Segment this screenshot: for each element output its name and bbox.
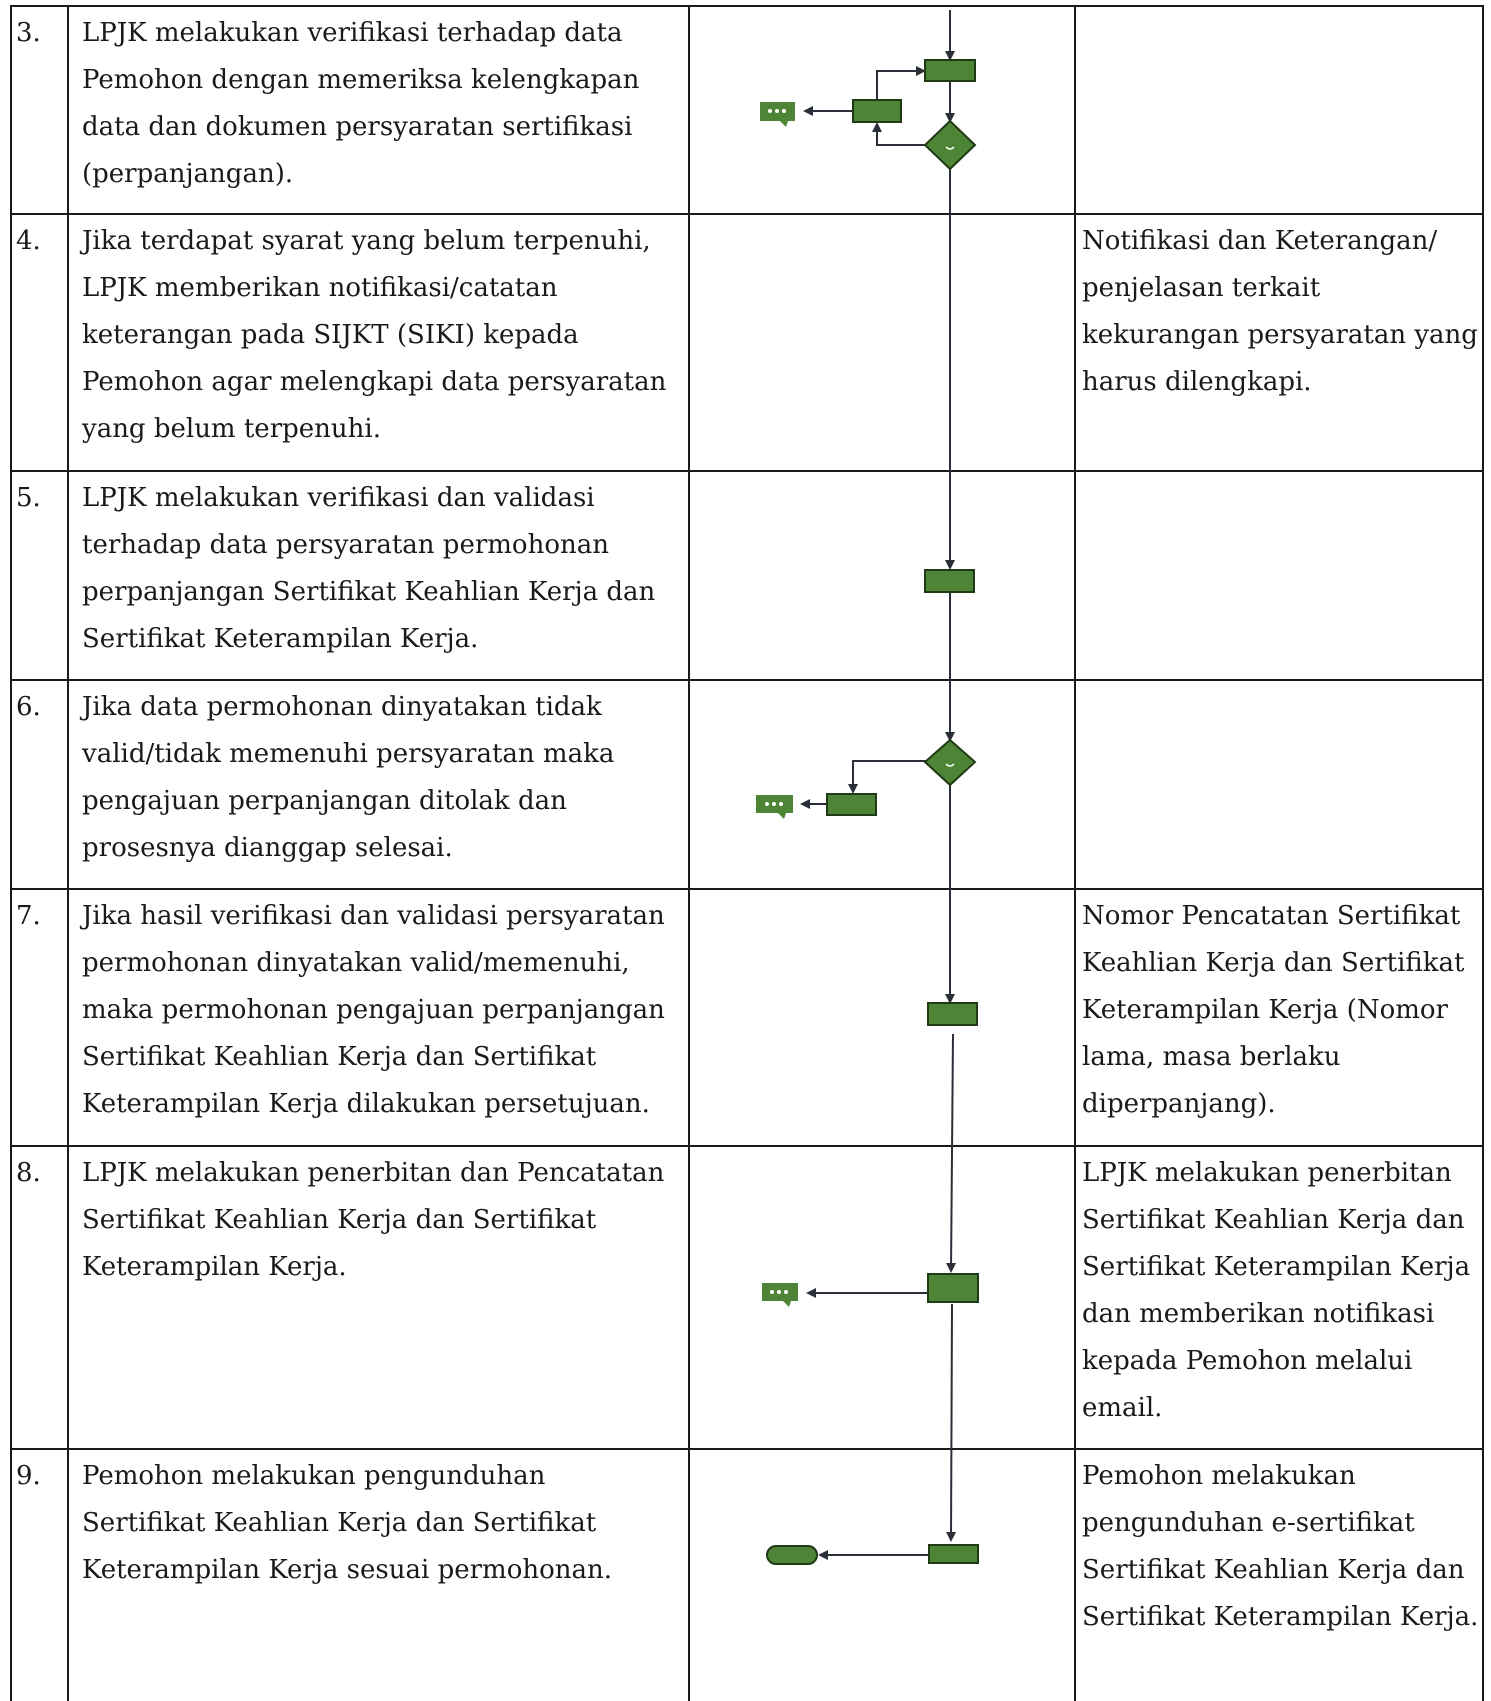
- terminator-end: [767, 1546, 817, 1564]
- chat-bubble-icon: [762, 1283, 798, 1307]
- activity-text: LPJK melakukan verifikasi terhadap data Pemohon dengan memeriksa kelengkapan data dan dokumen persyaratan sertifikasi (perpanjangan).: [82, 18, 640, 189]
- flow-arrow: [877, 71, 924, 100]
- row-number: 7.: [16, 901, 41, 931]
- process-box: [827, 794, 876, 815]
- row-number: 4.: [16, 226, 41, 256]
- output-text: Notifikasi dan Keterangan/ penjelasan terkait kekurangan persyaratan yang harus dilengkapi.: [1082, 226, 1478, 397]
- process-box: [929, 1545, 978, 1563]
- output-text: LPJK melakukan penerbitan Sertifikat Keahlian Kerja dan Sertifikat Keterampilan Kerja dan memberikan notifikasi kepada Pemohon melalui email.: [1082, 1158, 1471, 1423]
- connector-lines: [802, 10, 953, 1555]
- output-text: Nomor Pencatatan Sertifikat Keahlian Kerja dan Sertifikat Keterampilan Kerja (Nomor lama, masa berlaku diperpanjang).: [1082, 901, 1465, 1119]
- process-box: [925, 570, 974, 592]
- row-number: 3.: [16, 18, 41, 48]
- row-number: 8.: [16, 1158, 41, 1188]
- activity-text: LPJK melakukan verifikasi dan validasi terhadap data persyaratan permohonan perpanjangan Sertifikat Keahlian Kerja dan Sertifikat Keterampilan Kerja.: [82, 483, 656, 654]
- notification-icons: [756, 102, 798, 1307]
- activity-text: Jika terdapat syarat yang belum terpenuhi, LPJK memberikan notifikasi/catatan keterangan pada SIJKT (SIKI) kepada Pemohon agar melengkapi data persyaratan yang belum terpenuhi.: [82, 226, 667, 444]
- flow-arrow: [853, 761, 926, 792]
- process-box: [928, 1003, 977, 1025]
- process-box: [925, 60, 975, 81]
- flow-arrow: [951, 1304, 952, 1540]
- activity-text: LPJK melakukan penerbitan dan Pencatatan Sertifikat Keahlian Kerja dan Sertifikat Keterampilan Kerja.: [82, 1158, 665, 1282]
- process-box: [853, 100, 901, 122]
- chat-bubble-icon: [760, 102, 795, 127]
- flow-shapes: [767, 60, 978, 1564]
- output-text: Pemohon melakukan pengunduhan e-sertifikat Sertifikat Keahlian Kerja dan Sertifikat Keterampilan Kerja.: [1082, 1461, 1479, 1632]
- decision-diamond: [925, 740, 975, 785]
- activity-text: Jika data permohonan dinyatakan tidak valid/tidak memenuhi persyaratan maka pengajuan perpanjangan ditolak dan prosesnya dianggap selesai.: [82, 692, 615, 863]
- flow-arrow: [877, 124, 928, 145]
- row-number: 9.: [16, 1461, 41, 1491]
- activity-text: Jika hasil verifikasi dan validasi persyaratan permohonan dinyatakan valid/memenuhi, maka permohonan pengajuan perpanjangan Sertifikat Keahlian Kerja dan Sertifikat Keterampilan Kerja dilakukan persetujuan.: [82, 901, 665, 1119]
- flow-arrow: [951, 1034, 953, 1271]
- decision-diamond: [925, 121, 975, 169]
- row-number: 6.: [16, 692, 41, 722]
- process-box: [928, 1274, 978, 1302]
- chat-bubble-icon: [756, 795, 793, 819]
- activity-text: Pemohon melakukan pengunduhan Sertifikat Keahlian Kerja dan Sertifikat Keterampilan Kerja sesuai permohonan.: [82, 1461, 613, 1585]
- row-number: 5.: [16, 483, 41, 513]
